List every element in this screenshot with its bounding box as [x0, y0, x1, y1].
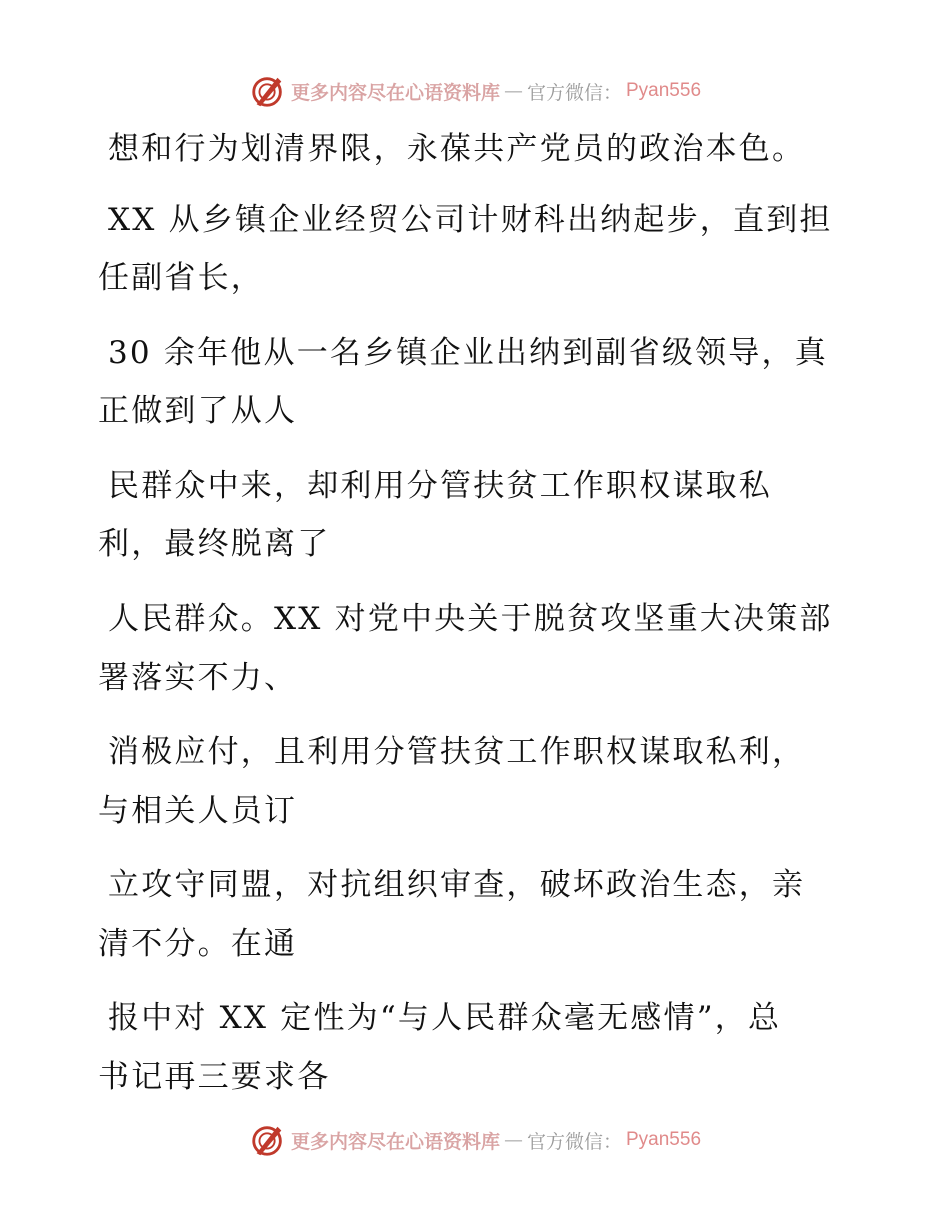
text-line: 书记再三要求各 — [98, 1059, 331, 1095]
watermark-wechat-id: Pyan556 — [626, 1129, 702, 1150]
watermark-wechat-id: Pyan556 — [626, 80, 702, 101]
text-line: 清不分。在通 — [98, 926, 298, 962]
text-line: 想和行为划清界限，永葆共产党员的政治本色。 — [108, 131, 806, 167]
text-line: 署落实不力、 — [98, 660, 298, 696]
quill-pen-logo-icon — [249, 1121, 287, 1159]
text-line: 利，最终脱离了 — [98, 526, 331, 562]
watermark-wechat-label: 官方微信： — [526, 1130, 622, 1153]
text-line: 与相关人员订 — [98, 793, 298, 829]
header-watermark — [0, 71, 950, 111]
text-line: 民群众中来，却利用分管扶贫工作职权谋取私 — [108, 468, 772, 504]
watermark-separator: — — [503, 1129, 523, 1151]
quill-pen-logo-icon — [249, 72, 287, 110]
watermark-wechat-label: 官方微信： — [526, 81, 622, 104]
text-line: XX 从乡镇企业经贸公司计财科出纳起步，直到担 — [108, 202, 833, 238]
text-line: 人民群众。XX 对党中央关于脱贫攻坚重大决策部 — [108, 601, 833, 637]
text-line: 任副省长， — [98, 260, 264, 296]
text-line: 消极应付，且利用分管扶贫工作职权谋取私利， — [108, 734, 806, 770]
watermark-main-text: 更多内容尽在心语资料库 — [290, 81, 500, 104]
watermark-separator: — — [503, 80, 523, 102]
text-line: 立攻守同盟，对抗组织审查，破坏政治生态，亲 — [108, 867, 806, 903]
footer-watermark — [0, 1120, 950, 1160]
text-line: 报中对 XX 定性为“与人民群众毫无感情”，总 — [108, 1000, 782, 1036]
text-line: 30 余年他从一名乡镇企业出纳到副省级领导，真 — [108, 335, 828, 371]
watermark-main-text: 更多内容尽在心语资料库 — [290, 1130, 500, 1153]
text-line: 正做到了从人 — [98, 393, 298, 429]
